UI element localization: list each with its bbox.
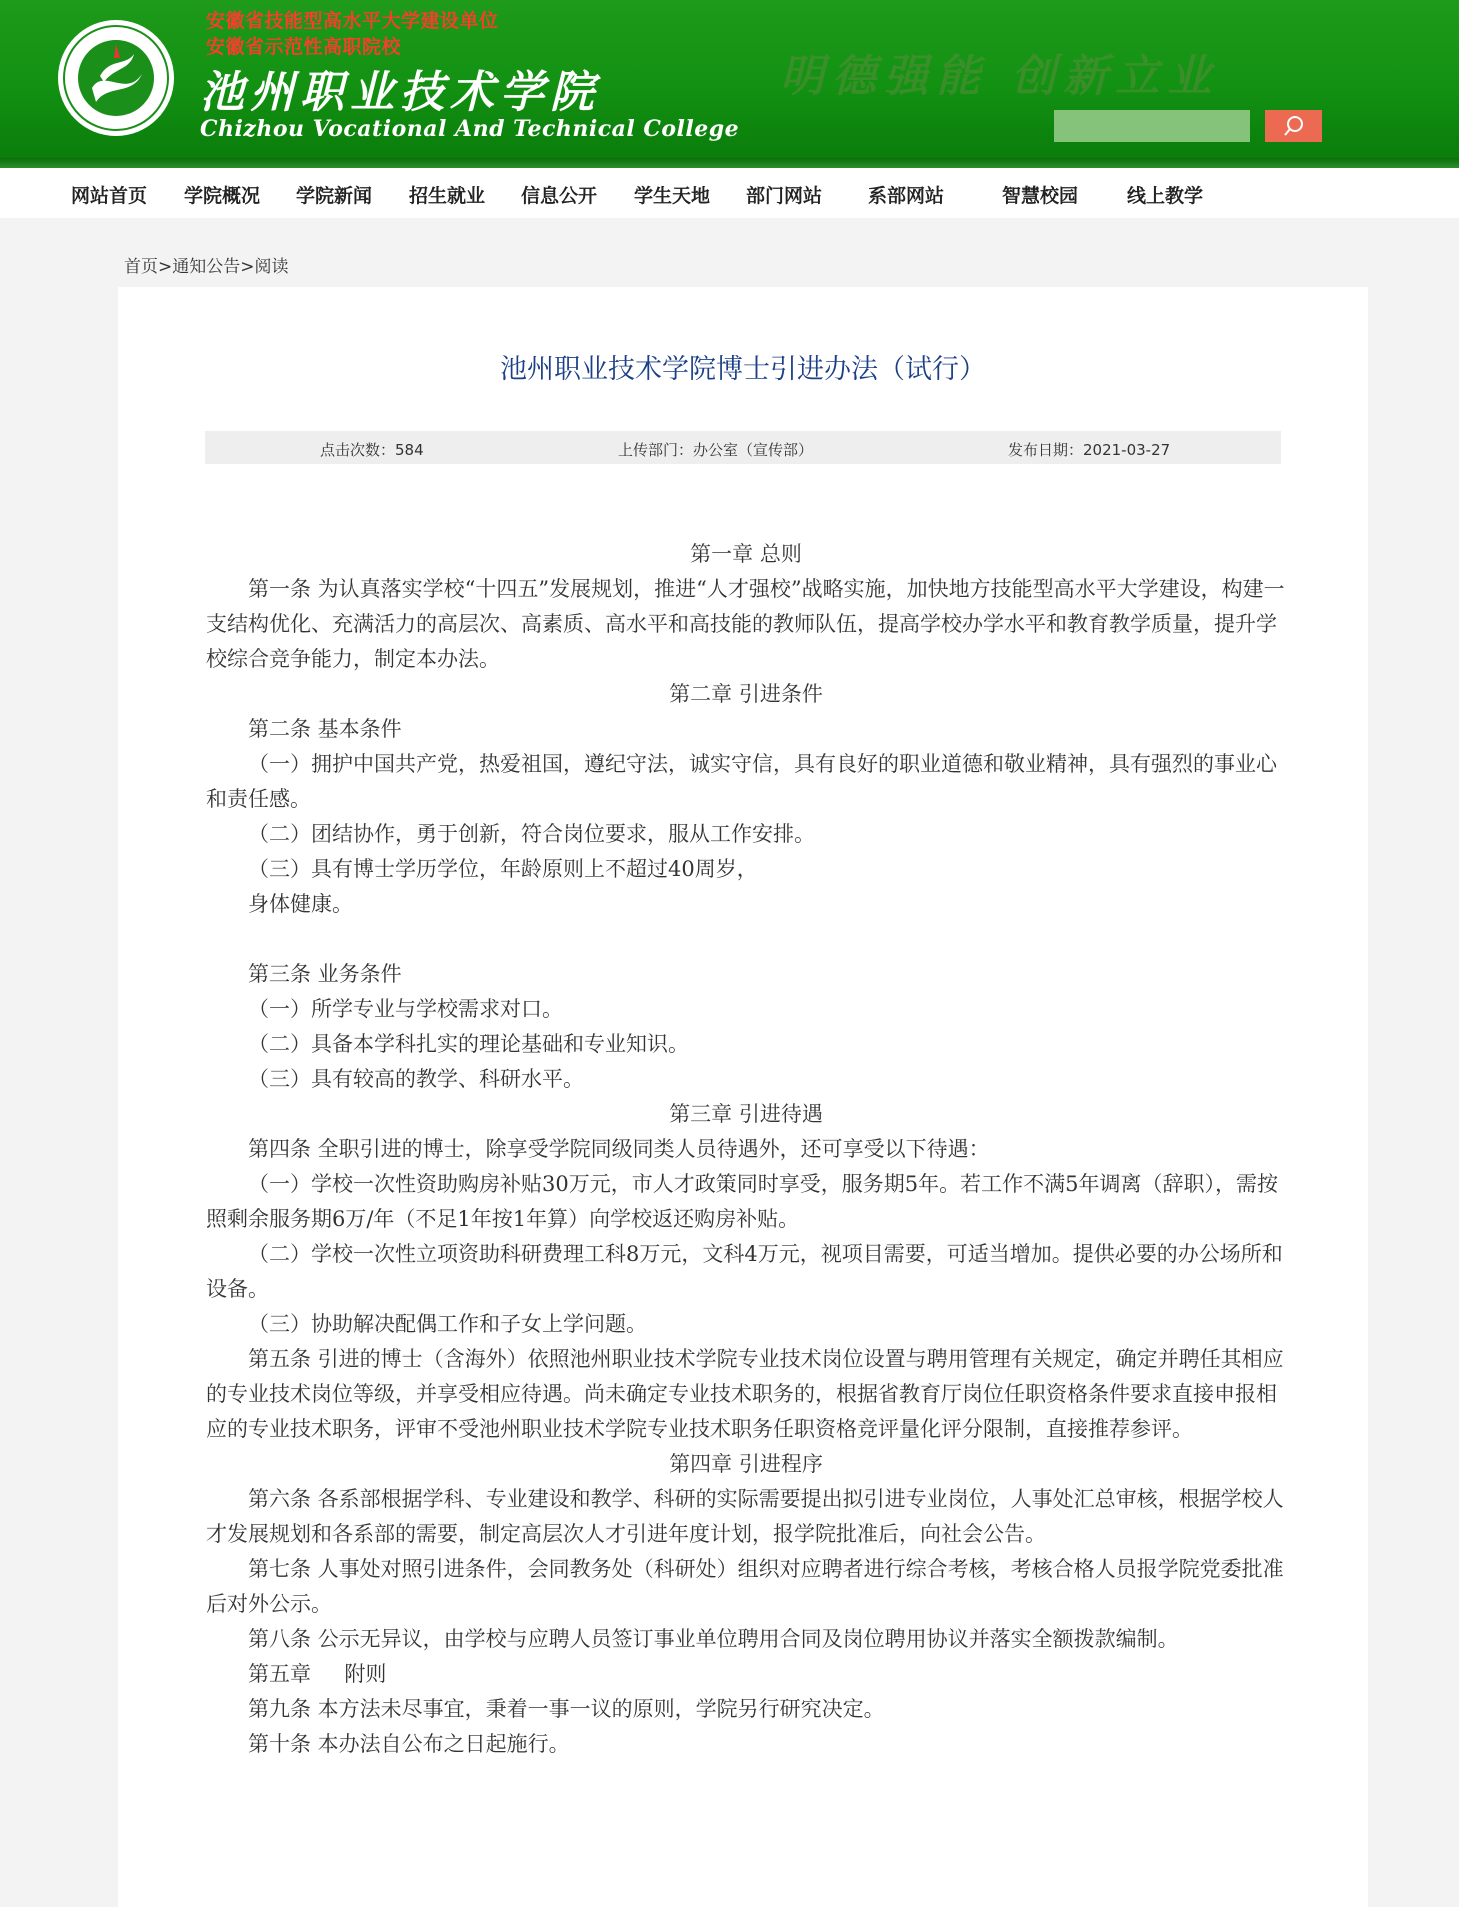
breadcrumb-notices[interactable]: 通知公告 [172,257,241,277]
college-logo[interactable] [56,18,176,138]
article-paragraph: 第九条 本方法未尽事宜，秉着一事一议的原则，学院另行研究决定。 [248,1697,885,1721]
article-content [206,537,1286,1762]
nav-item-info-disclosure[interactable]: 信息公开 [521,185,598,207]
search-button[interactable] [1265,110,1322,142]
article-paragraph: 第五条 引进的博士（含海外）依照池州职业技术学院专业技术岗位设置与聘用管理有关规定，确定并聘任其相应的专业技术岗位等级，并享受相应待遇。尚未确定专业技术职务的，根据省教育厅岗位任职资格条件要求直接申报相应的专业技术职务，评审不受池州职业技术学院专业技术职务任职资格竞评量化评分限制，直接推荐参评。 [206,1347,1284,1441]
article-paragraph: （二）具备本学科扎实的理论基础和专业知识。 [248,1032,689,1056]
article-paragraph: （三）具有博士学历学位，年龄原则上不超过40周岁， [248,857,758,881]
chapter-heading: 第三章 引进待遇 [669,1102,823,1126]
tagline-high-level-university: 安徽省技能型高水平大学建设单位 [206,10,499,32]
search-input[interactable] [1054,110,1250,142]
article-paragraph: 第十条 本办法自公布之日起施行。 [248,1732,570,1756]
article-title: 池州职业技术学院博士引进办法（试行） [500,354,986,385]
blank-line [206,922,1286,957]
article-paragraph: 第七条 人事处对照引进条件，会同教务处（科研处）组织对应聘者进行综合考核，考核合格人员报学院党委批准后对外公示。 [206,1557,1284,1616]
article-panel [118,287,1368,1907]
nav-item-home[interactable]: 网站首页 [71,185,148,207]
nav-item-admissions[interactable]: 招生就业 [409,185,486,207]
college-motto: 明德强能 创新立业 [780,51,1220,102]
article-paragraph: 第六条 各系部根据学科、专业建设和教学、科研的实际需要提出拟引进专业岗位，人事处汇总审核，根据学校人才发展规划和各系部的需要，制定高层次人才引进年度计划，报学院批准后，向社会公告。 [206,1487,1284,1546]
breadcrumb-separator: > [158,257,173,277]
breadcrumb-home[interactable]: 首页 [124,257,158,277]
meta-department: 上传部门：办公室（宣传部） [618,441,814,459]
chapter-heading: 第五章 附则 [248,1662,387,1686]
article-paragraph: 第二条 基本条件 [248,717,402,741]
nav-item-about[interactable]: 学院概况 [184,185,261,207]
breadcrumb [124,252,289,277]
article-paragraph: （一）拥护中国共产党，热爱祖国，遵纪守法，诚实守信，具有良好的职业道德和敬业精神，具有强烈的事业心和责任感。 [206,752,1277,811]
main-nav [0,168,1459,218]
header-divider [0,158,1459,168]
college-name-en: Chizhou Vocational And Technical College [200,116,740,142]
article-paragraph: 第八条 公示无异议，由学校与应聘人员签订事业单位聘用合同及岗位聘用协议并落实全额拨款编制。 [248,1627,1179,1651]
article-meta-bar [205,431,1281,464]
chapter-heading: 第二章 引进条件 [669,682,823,706]
nav-item-smart-campus[interactable]: 智慧校园 [1002,185,1079,207]
nav-item-faculties[interactable]: 系部网站 [868,185,945,207]
article-paragraph: （三）具有较高的教学、科研水平。 [248,1067,584,1091]
article-paragraph: （二）团结协作，勇于创新，符合岗位要求，服从工作安排。 [248,822,815,846]
breadcrumb-current: 阅读 [254,257,289,277]
article-paragraph: 第四条 全职引进的博士，除享受学院同级同类人员待遇外，还可享受以下待遇： [248,1137,990,1161]
search-icon [1283,115,1305,137]
site-header [0,0,1459,158]
chapter-heading: 第一章 总则 [690,542,802,566]
tagline-demonstration-college: 安徽省示范性高职院校 [206,36,402,58]
nav-item-online-teaching[interactable]: 线上教学 [1127,185,1204,207]
article-paragraph: （一）所学专业与学校需求对口。 [248,997,563,1021]
article-paragraph: （一）学校一次性资助购房补贴30万元，市人才政策同时享受，服务期5年。若工作不满5年调离（辞职），需按照剩余服务期6万/年（不足1年按1年算）向学校返还购房补贴。 [206,1172,1278,1231]
article-paragraph: （二）学校一次性立项资助科研费理工科8万元，文科4万元，视项目需要，可适当增加。提供必要的办公场所和设备。 [206,1242,1283,1301]
college-name-cn: 池州职业技术学院 [200,67,600,118]
breadcrumb-separator: > [240,257,255,277]
chapter-heading: 第四章 引进程序 [669,1452,823,1476]
article-paragraph: 身体健康。 [248,892,353,916]
article-paragraph: 第三条 业务条件 [248,962,402,986]
meta-publish-date: 发布日期：2021-03-27 [1008,441,1171,459]
nav-item-students[interactable]: 学生天地 [634,185,711,207]
meta-click-count: 点击次数：584 [320,441,424,459]
article-paragraph: 第一条 为认真落实学校“十四五”发展规划，推进“人才强校”战略实施，加快地方技能型高水平大学建设，构建一支结构优化、充满活力的高层次、高素质、高水平和高技能的教师队伍，提高学校办学水平和教育教学质量，提升学校综合竞争能力，制定本办法。 [206,577,1285,671]
article-paragraph: （三）协助解决配偶工作和子女上学问题。 [248,1312,647,1336]
nav-item-departments[interactable]: 部门网站 [746,185,823,207]
nav-item-news[interactable]: 学院新闻 [296,185,373,207]
